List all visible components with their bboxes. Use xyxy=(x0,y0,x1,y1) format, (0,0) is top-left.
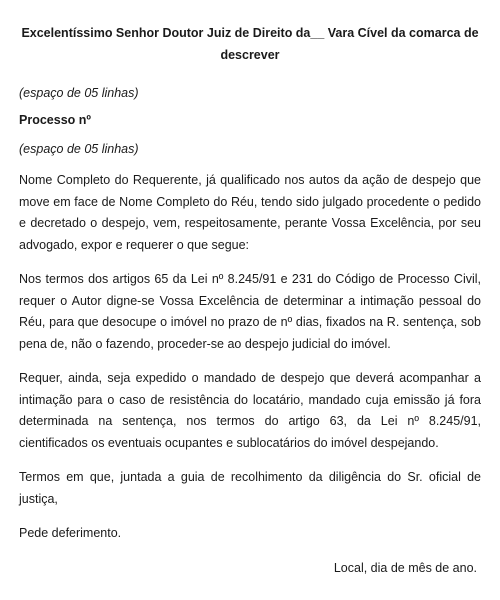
process-number-label: Processo nº xyxy=(19,113,91,127)
signature-place-date: Local, dia de mês de ano. xyxy=(333,560,477,575)
closing-request: Pede deferimento. xyxy=(19,526,122,540)
paragraph-introduction: Nome Completo do Requerente, já qualificado nos autos da ação de despejo que move em face de Nome Completo do Réu, tendo sido julgado procedente o pedido e decretado o despejo, vem, respeitosamente, perante Vossa Excelência, por seu advogado, expor e requerer o que segue: xyxy=(19,173,481,252)
spacing-note: (espaço de 05 linhas) xyxy=(19,142,139,156)
paragraph-request-intimation: Nos termos dos artigos 65 da Lei nº 8.245/91 e 231 do Código de Processo Civil, requer o Autor digne-se Vossa Excelência de determinar a intimação pessoal do Réu, para que desocupe o imóvel no prazo de nº dias, fixados na R. sentença, sob pena de, não o fazendo, proceder-se ao despejo judicial do imóvel. xyxy=(19,272,481,351)
paragraph-terms: Termos em que, juntada a guia de recolhimento da diligência do Sr. oficial de justiça, xyxy=(19,470,481,506)
paragraph-request-eviction-order: Requer, ainda, seja expedido o mandado de despejo que deverá acompanhar a intimação para o caso de resistência do locatário, mandado cuja emissão já fora determinada na sentença, nos termos do artigo 63, da Lei nº 8.245/91, cientificados os eventuais ocupantes e sublocatários do imóvel despejando. xyxy=(19,371,481,450)
document-title: Excelentíssimo Senhor Doutor Juiz de Direito da__ Vara Cível da comarca de descrever xyxy=(21,26,479,62)
spacing-note: (espaço de 05 linhas) xyxy=(19,86,139,100)
